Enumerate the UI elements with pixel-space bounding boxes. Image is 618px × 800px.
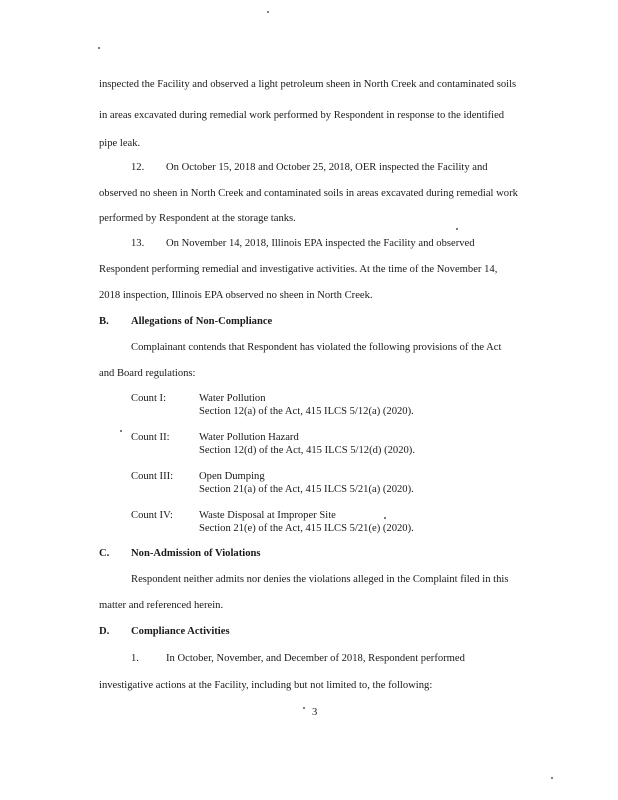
section-d-title: Compliance Activities [131,626,230,637]
count-4-title: Waste Disposal at Improper Site [199,510,336,521]
count-1-title: Water Pollution [199,393,266,404]
count-2-title: Water Pollution Hazard [199,432,299,443]
count-1-citation: Section 12(a) of the Act, 415 ILCS 5/12(a) (2020). [199,406,414,417]
paragraph-13-line-1: On November 14, 2018, Illinois EPA inspected the Facility and observed [166,238,475,249]
count-4-citation: Section 21(e) of the Act, 415 ILCS 5/21(e) (2020). [199,523,414,534]
paragraph-12-number: 12. [131,162,145,173]
scan-speck [303,707,305,709]
paragraph-12-line-3: performed by Respondent at the storage tanks. [99,213,296,224]
section-c-letter: C. [99,548,110,559]
section-c-line-2: matter and referenced herein. [99,600,224,611]
section-d-line-1: In October, November, and December of 2018, Respondent performed [166,653,465,664]
scan-speck [98,47,100,49]
scan-speck [120,430,122,432]
scan-speck [551,777,553,779]
count-3-citation: Section 21(a) of the Act, 415 ILCS 5/21(a) (2020). [199,484,414,495]
section-d-letter: D. [99,626,110,637]
scan-speck [456,228,458,230]
page-number: 3 [312,707,318,718]
section-d-line-2: investigative actions at the Facility, including but not limited to, the following: [99,680,433,691]
paragraph-11-line-1: inspected the Facility and observed a light petroleum sheen in North Creek and contaminated soils [99,79,517,90]
paragraph-12-line-2: observed no sheen in North Creek and contaminated soils in areas excavated during remedial work [99,188,518,199]
count-2-citation: Section 12(d) of the Act, 415 ILCS 5/12(d) (2020). [199,445,415,456]
paragraph-13-line-3: 2018 inspection, Illinois EPA observed no sheen in North Creek. [99,290,373,301]
section-b-title: Allegations of Non-Compliance [131,316,273,327]
count-2-label: Count II: [131,432,170,443]
count-1-label: Count I: [131,393,167,404]
section-b-letter: B. [99,316,109,327]
paragraph-11-line-2: in areas excavated during remedial work performed by Respondent in response to the identified [99,110,505,121]
scan-speck [384,517,386,519]
section-c-title: Non-Admission of Violations [131,548,261,559]
section-b-intro-line-1: Complainant contends that Respondent has violated the following provisions of the Act [131,342,502,353]
paragraph-13-line-2: Respondent performing remedial and investigative activities. At the time of the November 14, [99,264,498,275]
count-3-label: Count III: [131,471,174,482]
count-4-label: Count IV: [131,510,173,521]
paragraph-13-number: 13. [131,238,145,249]
section-d-item-number: 1. [131,653,139,664]
paragraph-12-line-1: On October 15, 2018 and October 25, 2018, OER inspected the Facility and [166,162,488,173]
count-3-title: Open Dumping [199,471,265,482]
section-b-intro-line-2: and Board regulations: [99,368,196,379]
scan-speck [267,11,269,13]
section-c-line-1: Respondent neither admits nor denies the violations alleged in the Complaint filed in this [131,574,509,585]
paragraph-11-line-3: pipe leak. [99,138,141,149]
